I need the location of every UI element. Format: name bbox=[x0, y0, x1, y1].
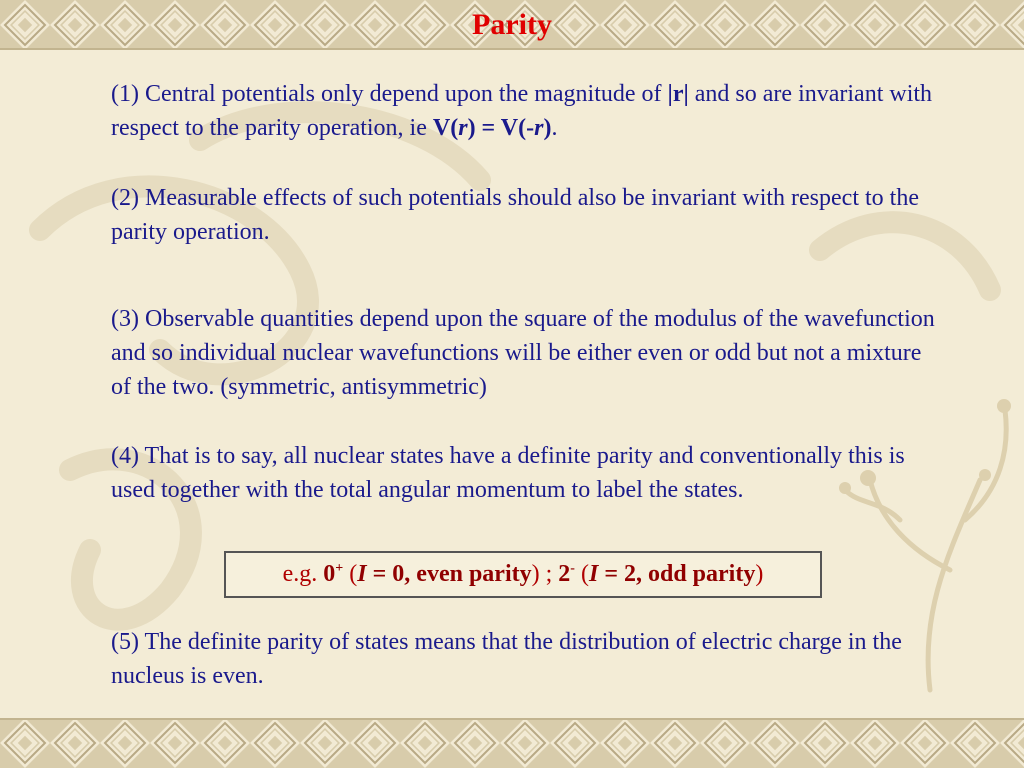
p1-eq-r: r bbox=[458, 115, 468, 141]
example-desc-2-text: = 2, odd parity bbox=[598, 561, 756, 587]
paragraph-2: (2) Measurable effects of such potentials should also be invariant with respect to the parity operation. bbox=[111, 185, 919, 245]
p1-text-c: . bbox=[551, 115, 558, 141]
bottom-decorative-border bbox=[0, 718, 1024, 768]
state-1-parity-sign: + bbox=[335, 561, 344, 576]
paragraph-5: (5) The definite parity of states means that the distribution of electric charge in the nucleus is even. bbox=[111, 629, 902, 689]
p1-text-b: and so are invariant with respect to the parity operation, ie bbox=[111, 81, 933, 141]
p1-eq-end: ) bbox=[543, 115, 552, 141]
p1-r-magnitude: |r| bbox=[667, 81, 689, 107]
example-desc-1 bbox=[357, 561, 531, 587]
example-desc-2 bbox=[589, 561, 755, 587]
border-pattern-bottom bbox=[0, 718, 1024, 768]
example-prefix: e.g. bbox=[282, 561, 324, 587]
slide-title: Parity bbox=[472, 8, 552, 41]
paragraph-3: (3) Observable quantities depend upon the square of the modulus of the wavefunction and so individual nuclear wavefunctions will be either even or odd but not a mixture of the two. (symmetric, antisymmetric) bbox=[111, 306, 935, 400]
example-desc-1-text: = 0, even parity bbox=[366, 561, 532, 587]
p1-eq-mid: ) = V(- bbox=[467, 115, 535, 141]
example-state-1 bbox=[323, 561, 343, 587]
example-state-2 bbox=[558, 561, 575, 587]
example-open-paren-2: ( bbox=[574, 561, 589, 587]
p1-text-a: (1) Central potentials only depend upon the magnitude of bbox=[111, 81, 668, 107]
example-close-paren-2: ) bbox=[755, 561, 764, 587]
example-box bbox=[224, 551, 822, 598]
example-open-paren-1: ( bbox=[343, 561, 358, 587]
paragraph-4: (4) That is to say, all nuclear states have a definite parity and conventionally this is used together with the total angular momentum to label the states. bbox=[111, 443, 905, 503]
example-i-symbol-2: I bbox=[588, 561, 599, 587]
state-2-spin: 2 bbox=[558, 561, 571, 587]
state-1-spin: 0 bbox=[323, 561, 336, 587]
p1-eq-r2: r bbox=[534, 115, 544, 141]
example-i-symbol-1: I bbox=[357, 561, 367, 587]
state-2-parity-sign: - bbox=[570, 561, 575, 576]
p1-eq-v: V( bbox=[432, 115, 459, 141]
example-separator: ) ; bbox=[531, 561, 559, 587]
paragraph-1 bbox=[111, 77, 941, 145]
